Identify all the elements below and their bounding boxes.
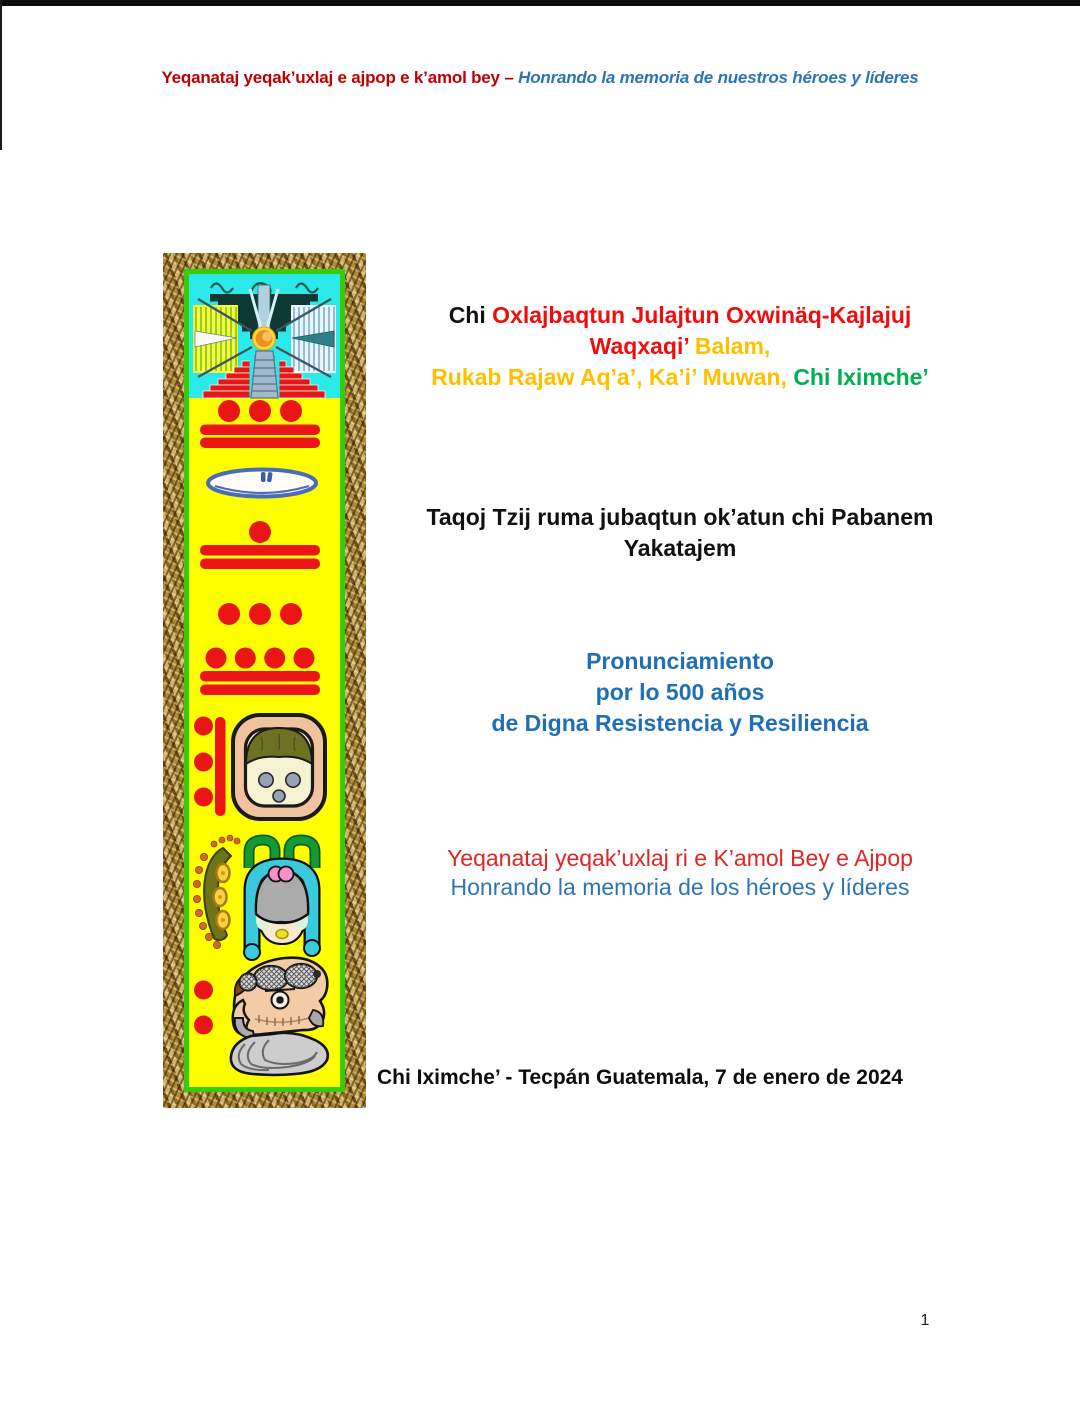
dateline: Chi Iximche’ - Tecpán Guatemala, 7 de enero de 2024 (377, 1066, 903, 1089)
pronouncement-line-1: Pronunciamiento (586, 648, 774, 674)
page-number: 1 (920, 1312, 930, 1329)
stela-glyph-column (189, 274, 340, 1087)
stela-frame (184, 269, 345, 1092)
running-header (0, 68, 1080, 88)
honoring-spanish-line: Honrando la memoria de los héroes y líderes (450, 874, 910, 900)
header-maya-text: Yeqanataj yeqak’uxlaj e ajpop e k’amol bey (161, 68, 500, 87)
header-spanish-text: Honrando la memoria de nuestros héroes y líderes (518, 68, 919, 87)
title-line-1: Chi Oxlajbaqtun Julajtun Oxwinäq-Kajlajuj (448, 302, 912, 328)
numeral-14-icon (200, 648, 320, 696)
numeral-11-icon (200, 521, 320, 569)
plaza-emblem-icon (189, 274, 340, 398)
numeral-13-icon (200, 400, 320, 448)
subtitle-block (360, 502, 1000, 564)
honoring-maya-line: Yeqanataj yeqak’uxlaj ri e K’amol Bey e Ajpop (447, 845, 913, 871)
pronouncement-block (360, 646, 1000, 739)
pronouncement-line-2: por lo 500 años (595, 679, 765, 705)
sun-disk-icon (253, 327, 276, 350)
plate-glyph-icon (208, 470, 316, 497)
subtitle-line-2: Yakatajem (623, 535, 737, 561)
title-line-2: Waqxaqi’ Balam, (589, 333, 771, 359)
two-muwan-glyph-icon (194, 958, 328, 1075)
title-line-3: Rukab Rajaw Aq’a’, Ka’i’ Muwan, Chi Iximche’ (431, 364, 929, 390)
pronouncement-line-3: de Digna Resistencia y Resiliencia (491, 710, 869, 736)
night-lord-glyph-icon (193, 835, 320, 960)
subtitle-line-1: Taqoj Tzij ruma jubaqtun ok’atun chi Pabanem (426, 504, 934, 530)
main-title (360, 300, 1000, 393)
eight-ajaw-glyph-icon (194, 715, 325, 819)
header-dash: – (499, 68, 519, 87)
scan-edge-top (0, 0, 1080, 6)
honoring-block (360, 844, 1000, 902)
maya-stela-image (163, 253, 366, 1108)
numeral-3-icon (218, 603, 302, 625)
